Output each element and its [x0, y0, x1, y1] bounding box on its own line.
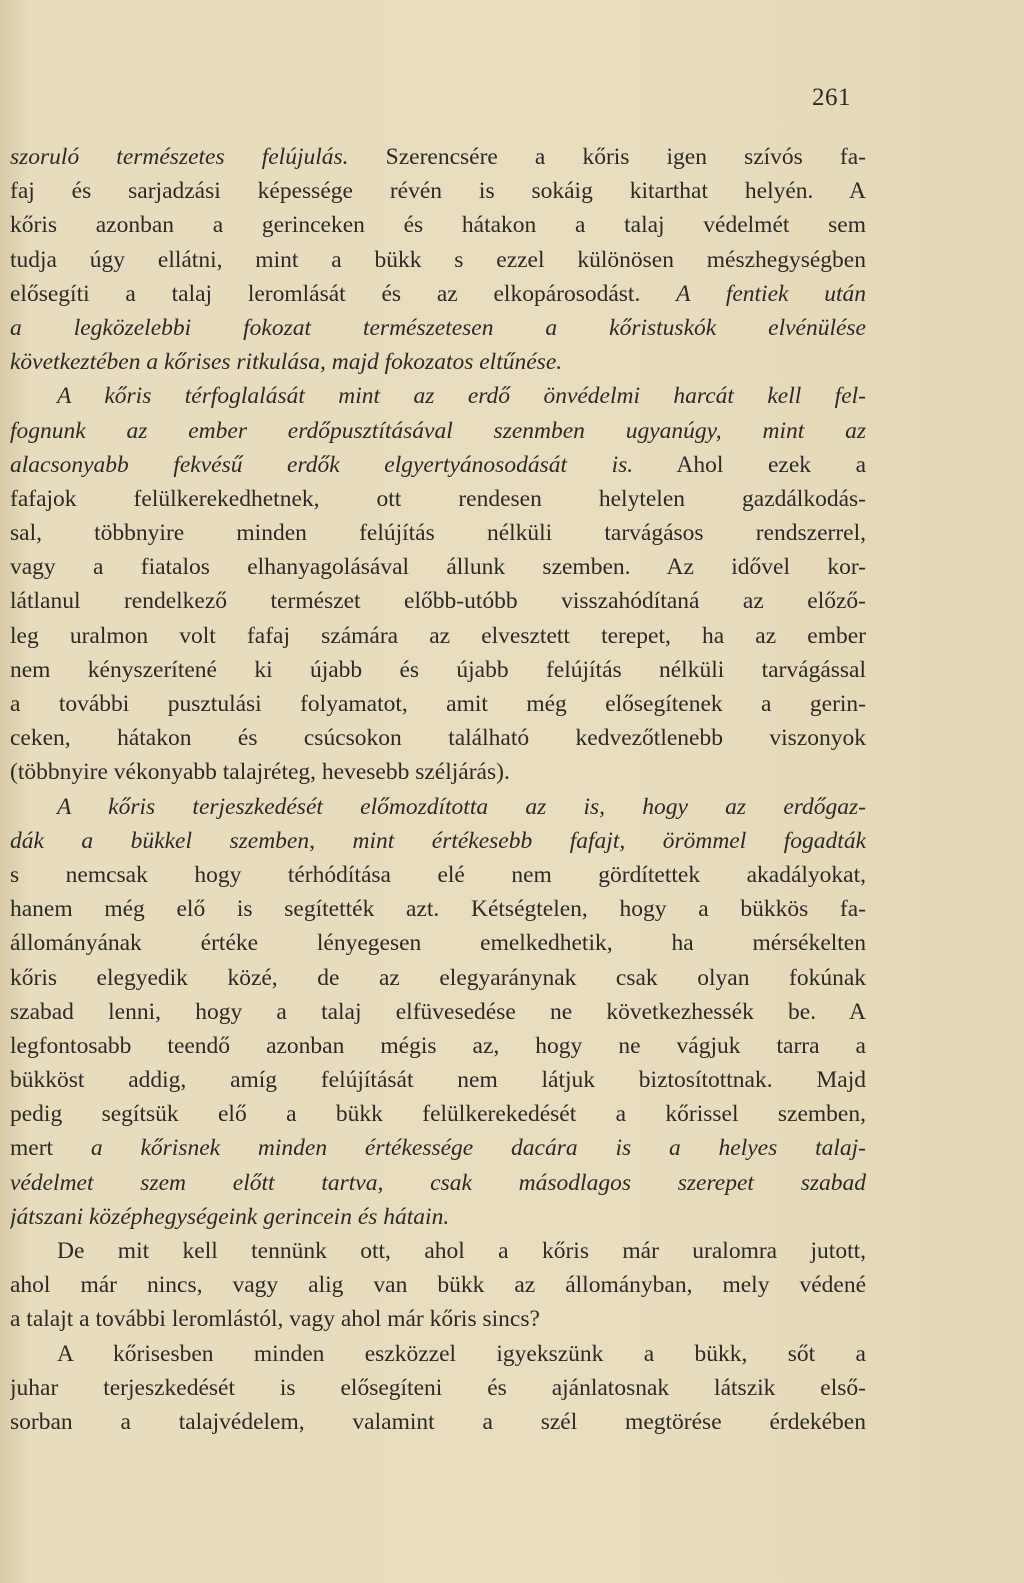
text-line [10, 687, 866, 721]
text-segment: bükköst addig, amíg felújítását nem látjuk biztosítottnak. Majd [10, 1067, 866, 1094]
text-segment: ahol már nincs, vagy alig van bükk az állományban, mely védené [10, 1272, 866, 1299]
text-segment: (többnyire vékonyabb talajréteg, hevesebb széljárás). [10, 759, 510, 786]
text-segment: fafajok felülkerekedhetnek, ott rendesen helytelen gazdálkodás- [10, 485, 866, 512]
text-segment: sorban a talajvédelem, valamint a szél megtörése érdekében [10, 1408, 866, 1435]
text-line [10, 516, 866, 550]
italic-text-segment: A kőris térfoglalását mint az erdő önvédelmi harcát kell fel- [10, 383, 866, 410]
italic-text-segment: A kőris terjeszkedését előmozdította az is, hogy az erdőgaz- [10, 793, 866, 820]
text-segment: A kőrisesben minden eszközzel igyekszünk a bükk, sőt a [10, 1340, 866, 1367]
body-text [10, 140, 866, 1439]
text-segment: ceken, hátakon és csúcsokon található kedvezőtlenebb viszonyok [10, 725, 866, 752]
text-line [10, 414, 866, 448]
text-segment: hanem még elő is segítették azt. Kétségtelen, hogy a bükkös fa- [10, 896, 866, 923]
text-segment: állományának értéke lényegesen emelkedhetik, ha mérsékelten [10, 930, 866, 957]
text-segment: mert [10, 1135, 91, 1162]
text-line [10, 1268, 866, 1302]
text-line [10, 1131, 866, 1165]
text-segment: szabad lenni, hogy a talaj elfüvesedése ne következhessék be. A [10, 998, 866, 1025]
text-line [10, 1234, 866, 1268]
italic-text-segment: következtében a kőrises ritkulása, majd fokozatos eltűnése. [10, 349, 563, 376]
text-line [10, 653, 866, 687]
text-line [10, 140, 866, 174]
text-line [10, 1405, 866, 1439]
italic-text-segment: a kőrisnek minden értékessége dacára is a helyes talaj- [90, 1135, 866, 1162]
text-line [10, 790, 866, 824]
text-segment: elősegíti a talaj leromlását és az elkopárosodást. [10, 280, 677, 307]
text-line [10, 277, 866, 311]
text-segment: s nemcsak hogy térhódítása elé nem gördítettek akadályokat, [10, 861, 866, 888]
text-line [10, 345, 866, 379]
italic-text-segment: védelmet szem előtt tartva, csak másodlagos szerepet szabad [10, 1169, 866, 1196]
text-line [10, 1063, 866, 1097]
text-line [10, 1302, 866, 1336]
text-line [10, 550, 866, 584]
text-line [10, 995, 866, 1029]
text-segment: sal, többnyire minden felújítás nélküli tarvágásos rendszerrel, [10, 520, 866, 547]
italic-text-segment: fognunk az ember erdőpusztításával szenmben ugyanúgy, mint az [10, 417, 866, 444]
text-line [10, 755, 866, 789]
text-segment: leg uralmon volt fafaj számára az elvesztett terepet, ha az ember [10, 622, 866, 649]
italic-text-segment: alacsonyabb fekvésű erdők elgyertyánosodását is. [10, 451, 634, 478]
text-segment: kőris azonban a gerinceken és hátakon a talaj védelmét sem [10, 212, 866, 239]
text-line [10, 926, 866, 960]
text-line [10, 721, 866, 755]
text-line [10, 961, 866, 995]
text-line [10, 1371, 866, 1405]
italic-text-segment: játszani középhegységeink gerincein és hátain. [10, 1203, 450, 1230]
italic-text-segment: A fentiek után [676, 280, 866, 307]
italic-text-segment: dák a bükkel szemben, mint értékesebb fafajt, örömmel fogadták [10, 827, 866, 854]
text-segment: tudja úgy ellátni, mint a bükk s ezzel különösen mészhegységben [10, 246, 866, 273]
text-line [10, 208, 866, 242]
text-segment: Szerencsére a kőris igen szívós fa- [348, 144, 866, 170]
text-line [10, 1097, 866, 1131]
text-line [10, 174, 866, 208]
text-segment: kőris elegyedik közé, de az elegyaránynak csak olyan fokúnak [10, 964, 866, 991]
text-line [10, 619, 866, 653]
text-segment: a további pusztulási folyamatot, amit még elősegítenek a gerin- [10, 691, 866, 717]
text-segment: nem kényszerítené ki újabb és újabb felújítás nélküli tarvágással [10, 656, 866, 683]
text-segment: Ahol ezek a [633, 451, 866, 478]
text-line [10, 824, 866, 858]
text-segment: legfontosabb teendő azonban mégis az, hogy ne vágjuk tarra a [10, 1032, 866, 1059]
text-segment: látlanul rendelkező természet előbb-utóbb visszahódítaná az előző- [10, 588, 866, 615]
text-line [10, 1200, 866, 1234]
text-line [10, 311, 866, 345]
text-line [10, 584, 866, 618]
text-segment: pedig segítsük elő a bükk felülkerekedését a kőrissel szemben, [10, 1101, 866, 1128]
text-line [10, 448, 866, 482]
text-segment: a talajt a további leromlástól, vagy ahol már kőris sincs? [10, 1306, 540, 1333]
italic-text-segment: a legközelebbi fokozat természetesen a kőristuskók elvénülése [10, 314, 866, 341]
text-segment: faj és sarjadzási képessége révén is sokáig kitarthat helyén. A [10, 178, 866, 205]
italic-text-segment: szoruló természetes felújulás. [10, 144, 349, 170]
text-segment: vagy a fiatalos elhanyagolásával állunk szemben. Az idővel kor- [10, 554, 866, 581]
page-number: 261 [812, 84, 851, 111]
text-line [10, 379, 866, 413]
text-line [10, 243, 866, 277]
text-line [10, 1029, 866, 1063]
text-line [10, 892, 866, 926]
text-line [10, 1337, 866, 1371]
text-segment: De mit kell tennünk ott, ahol a kőris már uralomra jutott, [10, 1238, 866, 1264]
text-line [10, 1166, 866, 1200]
text-line [10, 482, 866, 516]
text-line [10, 858, 866, 892]
text-segment: juhar terjeszkedését is elősegíteni és ajánlatosnak látszik első- [10, 1374, 866, 1401]
